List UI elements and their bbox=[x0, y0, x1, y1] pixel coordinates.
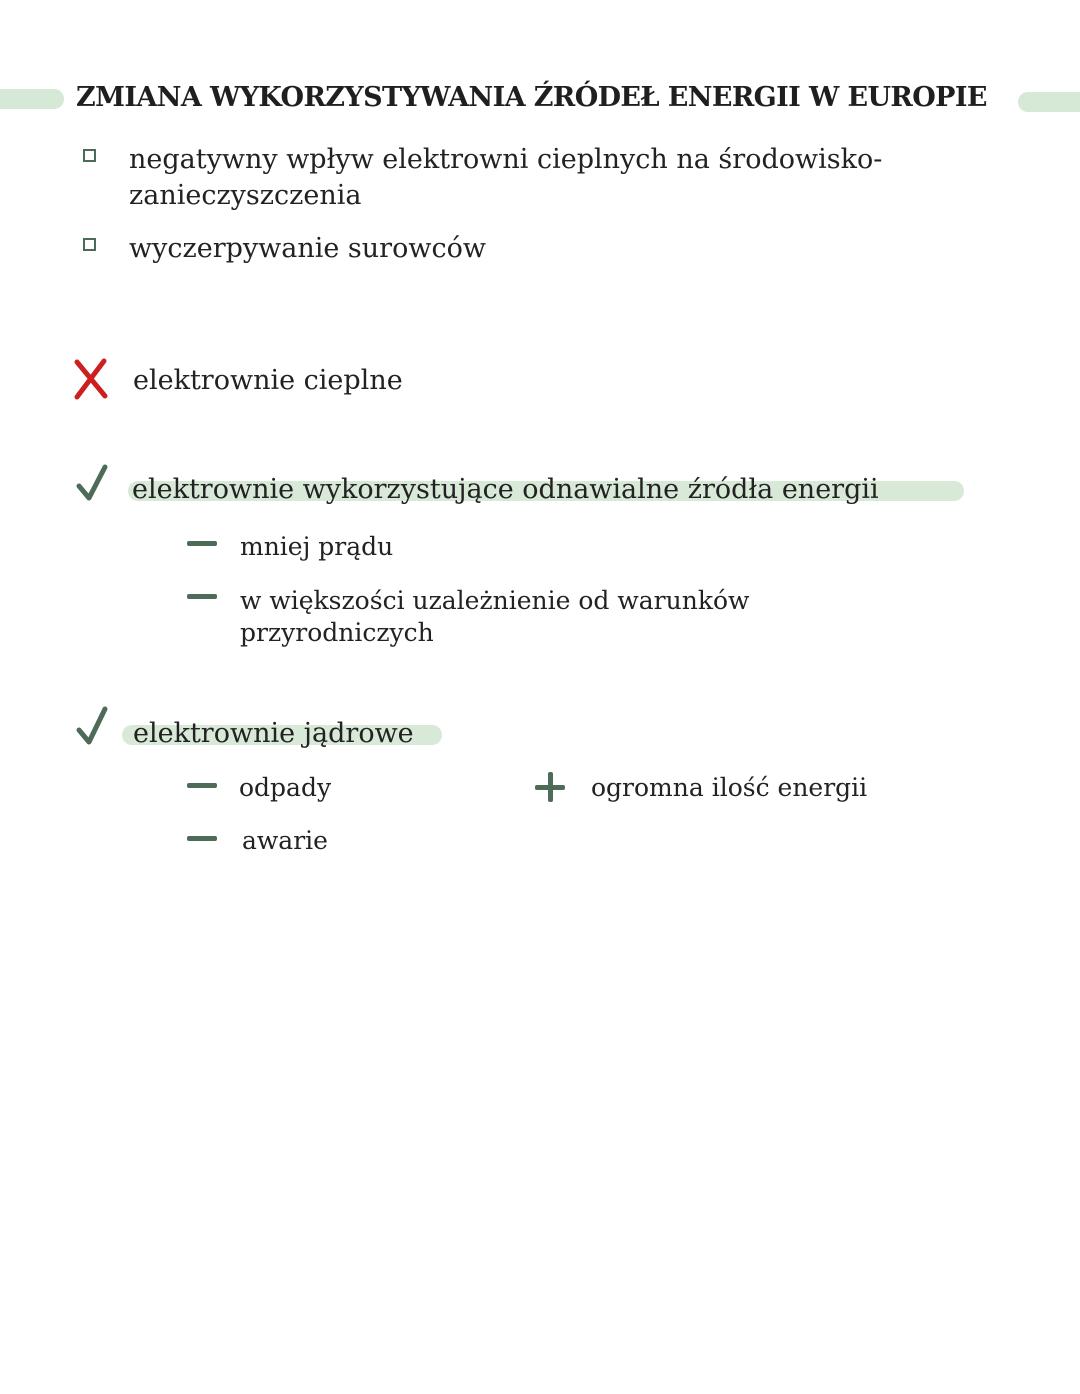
nuclear-pro-1: ogromna ilość energii bbox=[591, 773, 868, 802]
reason-2: wyczerpywanie surowców bbox=[129, 233, 486, 264]
check-icon bbox=[74, 705, 112, 747]
page-title: ZMIANA WYKORZYSTYWANIA ŹRÓDEŁ ENERGII W EUROPIE bbox=[76, 82, 987, 113]
square-bullet-icon bbox=[83, 238, 96, 251]
minus-icon bbox=[187, 594, 217, 599]
cross-icon bbox=[72, 358, 110, 400]
reason-1-line-2: zanieczyszczenia bbox=[129, 180, 362, 211]
check-icon bbox=[74, 463, 112, 503]
nuclear-label: elektrownie jądrowe bbox=[133, 718, 414, 749]
renewable-label: elektrownie wykorzystujące odnawialne źródła energii bbox=[132, 474, 879, 505]
title-decoration-right bbox=[1018, 92, 1080, 112]
plus-icon-vertical bbox=[548, 772, 553, 802]
nuclear-con-1: odpady bbox=[239, 773, 332, 802]
minus-icon bbox=[187, 783, 217, 788]
thermal-label: elektrownie cieplne bbox=[133, 365, 403, 396]
renewable-con-2-line-2: przyrodniczych bbox=[240, 618, 434, 647]
square-bullet-icon bbox=[83, 149, 96, 162]
minus-icon bbox=[187, 541, 217, 546]
renewable-con-2-line-1: w większości uzależnienie od warunków bbox=[240, 586, 750, 615]
reason-1-line-1: negatywny wpływ elektrowni cieplnych na środowisko- bbox=[129, 144, 883, 175]
title-decoration-left bbox=[0, 89, 64, 109]
minus-icon bbox=[187, 836, 217, 841]
renewable-con-1: mniej prądu bbox=[240, 532, 394, 561]
nuclear-con-2: awarie bbox=[242, 826, 328, 855]
